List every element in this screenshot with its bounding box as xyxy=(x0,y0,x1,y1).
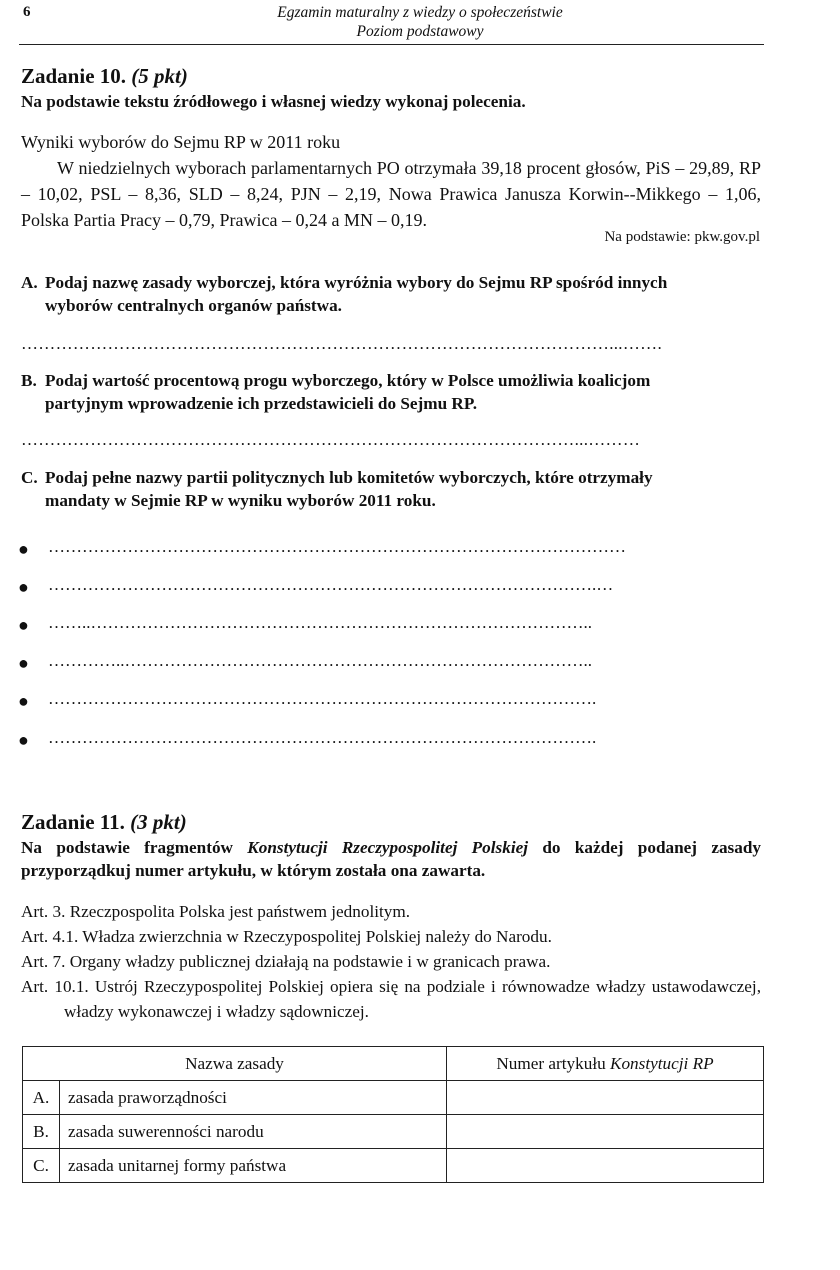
task11-number: Zadanie 11. xyxy=(21,810,125,834)
exam-title: Egzamin maturalny z wiedzy o społeczeństwie xyxy=(277,4,563,21)
bullet-answer-line[interactable]: ……………………………………………………………………………………. xyxy=(48,689,597,707)
table-row xyxy=(23,1149,764,1183)
question-c-letter: C. xyxy=(21,468,38,487)
header-divider xyxy=(19,44,764,45)
question-c xyxy=(21,466,761,512)
bullet-answer-2 xyxy=(18,575,763,595)
article-answer-cell[interactable] xyxy=(447,1115,764,1149)
source-title: Wyniki wyborów do Sejmu RP w 2011 roku xyxy=(21,132,341,152)
bullet-icon: ● xyxy=(18,653,29,673)
exam-level: Poziom podstawowy xyxy=(356,23,484,40)
principle-name: zasada suwerenności narodu xyxy=(60,1115,447,1149)
article-10-1: Art. 10.1. Ustrój Rzeczypospolitej Polskiej opiera się na podziale i równowadze władzy ustawodawczej, władzy wykonawczej i władzy sądowniczej. xyxy=(21,977,761,1021)
task11-instruction-text-end: do każdej podanej zasady przyporządkuj numer artykułu, w którym została ona zawarta. xyxy=(21,838,761,880)
task11-instruction xyxy=(21,836,761,882)
question-a-letter: A. xyxy=(21,273,38,292)
bullet-icon: ● xyxy=(18,615,29,635)
bullet-icon: ● xyxy=(18,730,29,750)
bullet-answer-3 xyxy=(18,613,763,633)
task11-points: (3 pkt) xyxy=(130,810,187,834)
question-b-text: Podaj wartość procentową progu wyborczego, który w Polsce umożliwia koalicjom xyxy=(45,371,651,390)
task10-points: (5 pkt) xyxy=(131,64,188,88)
articles-block xyxy=(21,899,761,1024)
principle-name: zasada unitarnej formy państwa xyxy=(60,1149,447,1183)
task11-instruction-constitution: Konstytucji Rzeczypospolitej Polskiej xyxy=(247,838,528,857)
bullet-answer-1 xyxy=(18,537,763,557)
task11-title xyxy=(21,810,187,835)
question-a-text-cont: wyborów centralnych organów państwa. xyxy=(45,296,342,315)
page-header xyxy=(150,3,690,41)
task10-instruction: Na podstawie tekstu źródłowego i własnej wiedzy wykonaj polecenia. xyxy=(21,92,526,111)
article-7: Art. 7. Organy władzy publicznej działają na podstawie i w granicach prawa. xyxy=(21,952,551,971)
bullet-icon: ● xyxy=(18,577,29,597)
bullet-answer-line[interactable]: ……..…………………………………………………………………………….. xyxy=(48,613,592,631)
table-row xyxy=(23,1081,764,1115)
article-answer-cell[interactable] xyxy=(447,1081,764,1115)
bullet-answer-6 xyxy=(18,728,763,748)
col-header-article-text: Numer artykułu xyxy=(496,1053,610,1073)
source-attribution: Na podstawie: pkw.gov.pl xyxy=(604,229,760,245)
row-letter: A. xyxy=(23,1081,60,1115)
principle-name: zasada praworządności xyxy=(60,1081,447,1115)
source-text-block xyxy=(21,129,761,233)
article-3: Art. 3. Rzeczpospolita Polska jest państwem jednolitym. xyxy=(21,902,411,921)
question-c-text-cont: mandaty w Sejmie RP w wyniku wyborów 2011 roku. xyxy=(45,491,436,510)
page-number: 6 xyxy=(23,4,31,20)
question-a-text: Podaj nazwę zasady wyborczej, która wyróżnia wybory do Sejmu RP spośród innych xyxy=(45,273,668,292)
task10-title xyxy=(21,64,188,89)
bullet-answer-4 xyxy=(18,651,763,671)
row-letter: C. xyxy=(23,1149,60,1183)
col-header-article xyxy=(447,1047,764,1081)
bullet-icon: ● xyxy=(18,691,29,711)
col-header-article-italic: Konstytucji RP xyxy=(610,1053,714,1073)
task11-instruction-text: Na podstawie fragmentów xyxy=(21,838,248,857)
question-b xyxy=(21,369,761,415)
article-4-1: Art. 4.1. Władza zwierzchnia w Rzeczypospolitej Polskiej należy do Narodu. xyxy=(21,927,552,946)
question-b-text-cont: partyjnym wprowadzenie ich przedstawicieli do Sejmu RP. xyxy=(45,394,478,413)
bullet-answer-line[interactable]: …………………………………………………………………………………….… xyxy=(48,575,614,593)
bullet-answer-line[interactable]: ……………………………………………………………………………………. xyxy=(48,728,597,746)
col-header-principle: Nazwa zasady xyxy=(23,1047,447,1081)
article-answer-cell[interactable] xyxy=(447,1149,764,1183)
principles-table xyxy=(22,1046,764,1183)
answer-line-b[interactable]: ……………………………………………………………………………………...……… xyxy=(21,430,641,446)
table-header-row xyxy=(23,1047,764,1081)
question-c-text: Podaj pełne nazwy partii politycznych lub komitetów wyborczych, które otrzymały xyxy=(45,468,653,487)
table-row xyxy=(23,1115,764,1149)
bullet-answer-5 xyxy=(18,689,763,709)
bullet-icon: ● xyxy=(18,539,29,559)
answer-line-a[interactable]: …………………………………………………………………………………………...……. xyxy=(21,334,662,350)
row-letter: B. xyxy=(23,1115,60,1149)
bullet-answer-line[interactable]: …………..……………………………………………………………………….. xyxy=(48,651,592,669)
source-paragraph: W niedzielnych wyborach parlamentarnych PO otrzymała 39,18 procent głosów, PiS – 29,89, RP – 10,02, PSL – 8,36, SLD – 8,24, PJN – 2,19, Nowa Prawica Janusza Korwin--Mikkego – 1,06, Polska Partia Pracy – 0,79, Prawica – 0,24 a MN – 0,19. xyxy=(21,158,761,230)
task10-number: Zadanie 10. xyxy=(21,64,127,88)
bullet-answer-line[interactable]: ………………………………………………………………………………………… xyxy=(48,537,626,555)
question-a xyxy=(21,271,761,317)
question-b-letter: B. xyxy=(21,371,37,390)
